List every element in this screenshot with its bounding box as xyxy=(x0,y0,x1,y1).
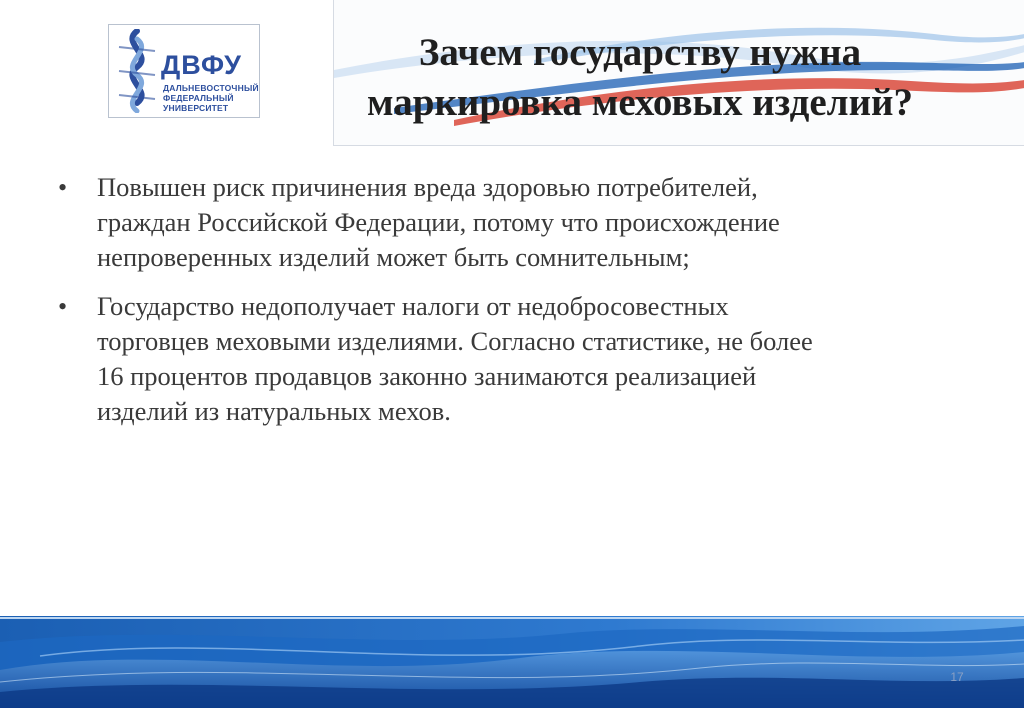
slide-title-line-2: маркировка меховых изделий? xyxy=(366,81,914,124)
bullet-marker: • xyxy=(58,292,68,321)
bullet-text xyxy=(97,170,958,275)
logo-subtitle-line-1: ДАЛЬНЕВОСТОЧНЫЙ xyxy=(163,83,259,93)
bullet-list xyxy=(58,170,958,443)
logo-subtitle-line-3: УНИВЕРСИТЕТ xyxy=(163,103,229,113)
bullet-item xyxy=(58,289,958,429)
slide-title xyxy=(290,28,990,128)
bullet-line: торговцев меховыми изделиями. Согласно статистике, не более xyxy=(97,326,813,356)
logo-abbreviation: ДВФУ xyxy=(161,50,242,80)
bullet-item xyxy=(58,170,958,275)
bullet-marker: • xyxy=(58,173,68,202)
logo-subtitle-line-2: ФЕДЕРАЛЬНЫЙ xyxy=(163,93,234,103)
bullet-line: граждан Российской Федерации, потому что происхождение xyxy=(97,207,780,237)
footer-wave xyxy=(0,612,1024,708)
bullet-line: изделий из натуральных мехов. xyxy=(97,396,451,426)
bullet-line: Повышен риск причинения вреда здоровью потребителей, xyxy=(97,172,758,202)
footer-wave-decoration xyxy=(0,612,1024,708)
bullet-line: Государство недополучает налоги от недобросовестных xyxy=(97,291,729,321)
bullet-line: непроверенных изделий может быть сомнительным; xyxy=(97,242,690,272)
page-number: 17 xyxy=(950,670,964,684)
university-logo xyxy=(108,24,260,118)
bullet-text xyxy=(97,289,958,429)
bullet-line: 16 процентов продавцов законно занимаются реализацией xyxy=(97,361,757,391)
dna-helix-icon xyxy=(113,29,161,113)
slide-title-line-1: Зачем государству нужна xyxy=(418,31,862,74)
